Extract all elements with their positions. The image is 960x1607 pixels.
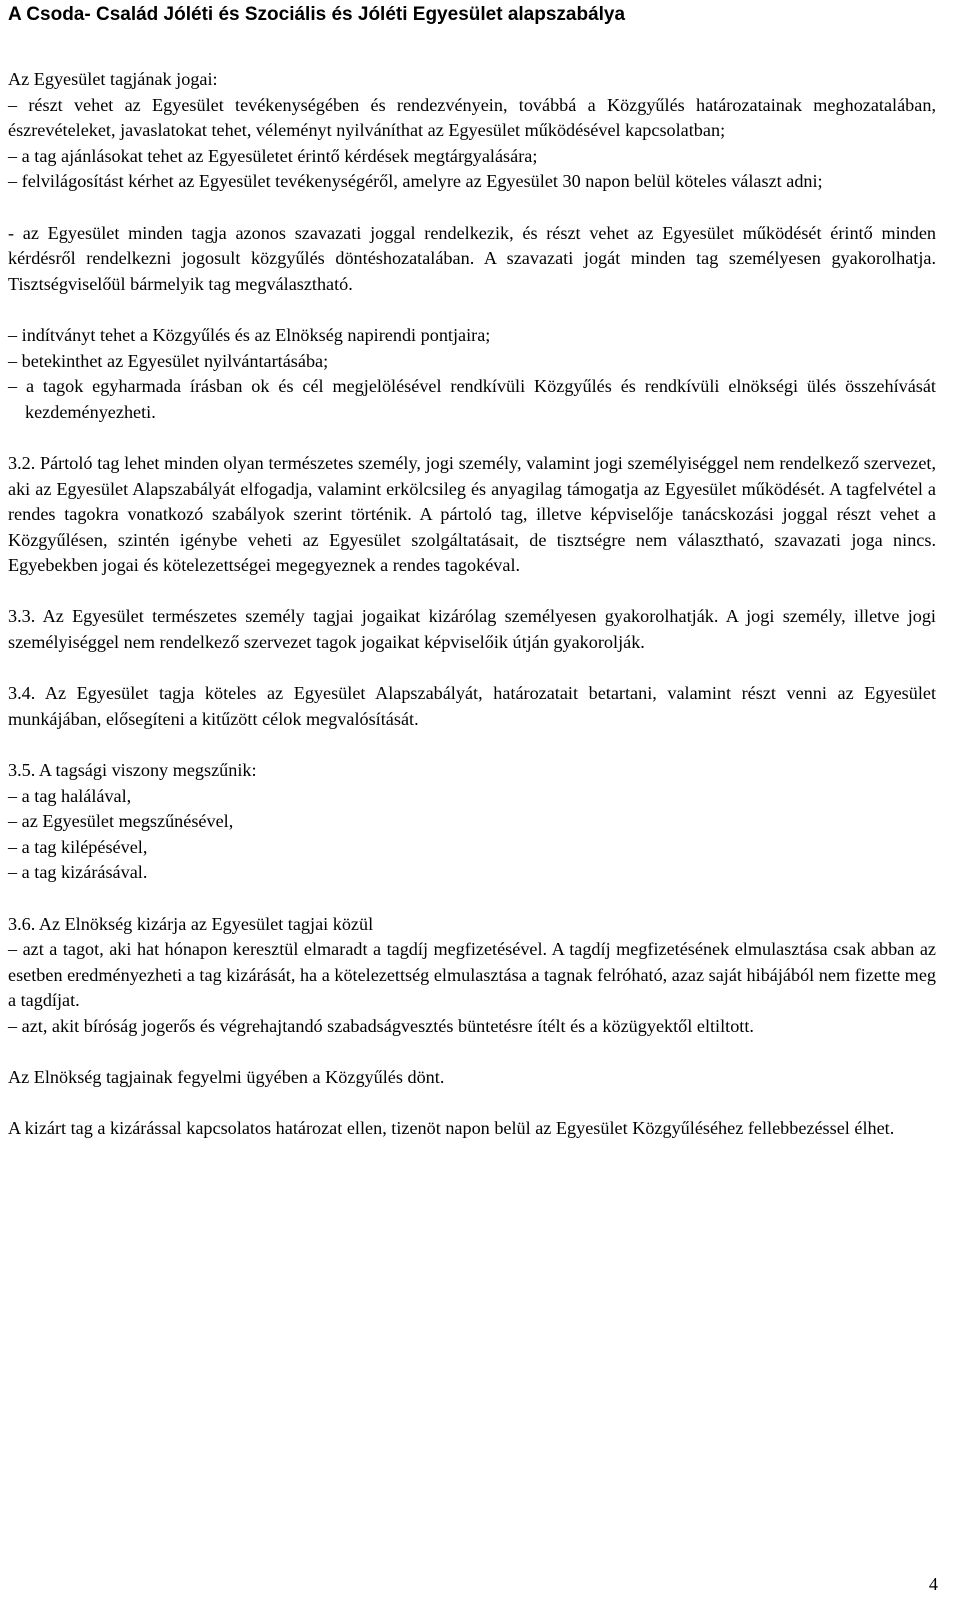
exclusion-item-1: – azt a tagot, aki hat hónapon keresztül elmaradt a tagdíj megfizetésével. A tagdíj megfizetésének elmulasztása csak abban az esetben eredményezheti a tag kizárását, ha a kötelezettség elmulasztása a tagnak felróható, azaz saját hibájából nem fizette meg a tagdíjat.: [8, 939, 936, 1011]
termination-item-3: – a tag kilépésével,: [8, 836, 148, 857]
document-body: [8, 67, 936, 1142]
section-3-5-heading: 3.5. A tagsági viszony megszűnik:: [8, 760, 257, 781]
rights-item-6: – a tagok egyharmada írásban ok és cél megjelölésével rendkívüli Közgyűlés és rendkívüli elnökségi ülés összehívását kezdeményezheti.: [8, 376, 936, 422]
rights-item-4: – indítványt tehet a Közgyűlés és az Elnökség napirendi pontjaira;: [8, 324, 491, 345]
termination-item-4: – a tag kizárásával.: [8, 862, 148, 883]
rights-item-5: – betekinthet az Egyesület nyilvántartásába;: [8, 350, 329, 371]
exclusion-item-2: – azt, akit bíróság jogerős és végrehajtandó szabadságvesztés büntetésre ítélt és a közügyektől eltiltott.: [8, 1015, 754, 1036]
rights-item-2: – a tag ajánlásokat tehet az Egyesületet érintő kérdések megtárgyalására;: [8, 145, 538, 166]
section-3-6-heading: 3.6. Az Elnökség kizárja az Egyesület tagjai közül: [8, 913, 374, 934]
rights-item-3: – felvilágosítást kérhet az Egyesület tevékenységéről, amelyre az Egyesület 30 napon belül köteles választ adni;: [8, 171, 823, 192]
rights-item-1: – részt vehet az Egyesület tevékenységében és rendezvényein, továbbá a Közgyűlés határozatainak meghozatalában, észrevételeket, javaslatokat tehet, véleményt nyilváníthat az Egyesület működésével kapcsolatban;: [8, 94, 936, 141]
disciplinary-paragraph: Az Elnökség tagjainak fegyelmi ügyében a Közgyűlés dönt.: [8, 1067, 445, 1088]
rights-heading: Az Egyesület tagjának jogai:: [8, 69, 218, 89]
section-3-4: 3.4. Az Egyesület tagja köteles az Egyesület Alapszabályát, határozatait betartani, valamint részt venni az Egyesület munkájában, elősegíteni a kitűzött célok megvalósítását.: [8, 683, 936, 729]
page-number: 4: [928, 1574, 938, 1594]
document-title: A Csoda- Család Jóléti és Szociális és Jóléti Egyesület alapszabálya: [8, 4, 626, 25]
appeal-paragraph: A kizárt tag a kizárással kapcsolatos határozat ellen, tizenöt napon belül az Egyesület Közgyűléséhez fellebbezéssel élhet.: [8, 1118, 895, 1139]
voting-paragraph: - az Egyesület minden tagja azonos szavazati joggal rendelkezik, és részt vehet az Egyesület működését érintő minden kérdésről rendelkezni jogosult közgyűlés döntéshozatalában. A szavazati jogát minden tag személyesen gyakorolhatja. Tisztségviselőül bármelyik tag megválasztható.: [8, 222, 936, 294]
termination-item-1: – a tag halálával,: [8, 785, 132, 806]
section-3-3: 3.3. Az Egyesület természetes személy tagjai jogaikat kizárólag személyesen gyakorolhatják. A jogi személy, illetve jogi személyiséggel nem rendelkező szervezet tagok jogaikat képviselőik útján gyakorolják.: [8, 606, 936, 653]
termination-item-2: – az Egyesület megszűnésével,: [8, 811, 234, 832]
section-3-2: 3.2. Pártoló tag lehet minden olyan természetes személy, jogi személy, valamint jogi személyiséggel nem rendelkező szervezet, aki az Egyesület Alapszabályát elfogadja, valamint erkölcsileg és anyagilag támogatja az Egyesület működését. A tagfelvétel a rendes tagokra vonatkozó szabályok szerint történik. A pártoló tag, illetve képviselője tanácskozási joggal részt vehet a Közgyűlésen, szintén igénybe veheti az Egyesület szolgáltatásait, de tisztségre nem választható, szavazati joga nincs. Egyebekben jogai és kötelezettségei megegyeznek a rendes tagokéval.: [8, 452, 936, 576]
